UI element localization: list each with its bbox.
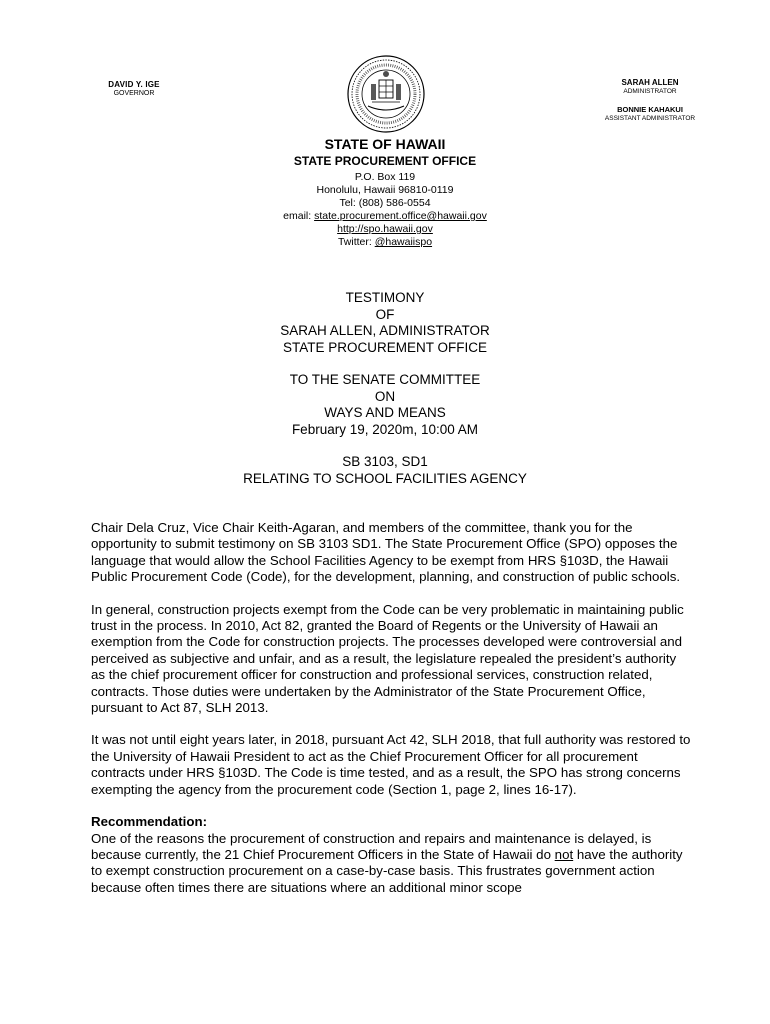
recommendation-heading: Recommendation:: [91, 814, 207, 830]
bill-number: SB 3103, SD1: [342, 454, 428, 469]
title-line-6: ON: [374, 388, 396, 404]
title-line-2: OF: [375, 306, 395, 322]
paragraph-1: Chair Dela Cruz, Vice Chair Keith-Agaran, and members of the committee, thank you for the opportunity to submit testimony on SB 3103 SD1. The State Procurement Office (SPO) opposes the language that would allow the School Facilities Agency to be exempt from HRS §103D, the Hawaii Public Procurement Code (Code), for the development, planning, and construction of public schools.: [91, 520, 681, 585]
assistant-name: BONNIE KAHAKUI: [617, 105, 683, 114]
title-line-1: TESTIMONY: [345, 290, 425, 305]
testimony-title: [0, 290, 770, 487]
office-name: STATE PROCUREMENT OFFICE: [293, 154, 477, 168]
email-prefix: email:: [283, 210, 315, 222]
title-line-4: STATE PROCUREMENT OFFICE: [282, 339, 487, 355]
email-line: [0, 210, 770, 223]
paragraph-4-part-b: have the authority to exempt construction procurement on a case-by-case basis. This frustrates government action because often times there are situations where an additional minor scope: [91, 846, 683, 895]
administrator-name: SARAH ALLEN: [621, 78, 679, 87]
state-seal-icon: [346, 54, 426, 134]
paragraph-4: [91, 831, 691, 897]
paragraph-2: In general, construction projects exempt from the Code can be very problematic in maintaining public trust in the process. In 2010, Act 82, granted the Board of Regents or the University of Hawaii an exemption from the Code for construction projects. The processes developed were controversial and perceived as subjective and unfair, and as a result, the legislature repealed the president’s authority as the chief procurement officer for construction and professional services, construction related, contracts. Those duties were undertaken by the Administrator of the State Procurement Office, pursuant to Act 87, SLH 2013.: [91, 601, 684, 716]
twitter-prefix: Twitter:: [337, 236, 375, 248]
city-line: Honolulu, Hawaii 96810-0119: [316, 184, 454, 196]
title-line-7: WAYS AND MEANS: [324, 405, 446, 420]
paragraph-4-part-a: One of the reasons the procurement of construction and repairs and maintenance is delayed, is because currently, the 21 Chief Procurement Officers in the State of Hawaii do: [91, 830, 652, 862]
governor-name: DAVID Y. IGE: [108, 80, 160, 89]
governor-title: GOVERNOR: [113, 90, 155, 97]
hearing-date: February 19, 2020m, 10:00 AM: [291, 421, 479, 437]
bill-title: RELATING TO SCHOOL FACILITIES AGENCY: [243, 470, 527, 486]
title-line-3: SARAH ALLEN, ADMINISTRATOR: [280, 323, 490, 338]
state-name: STATE OF HAWAII: [324, 136, 446, 152]
twitter-link[interactable]: @hawaiispo: [374, 236, 433, 248]
telephone: Tel: (808) 586-0554: [339, 197, 431, 209]
administrator-block: [594, 78, 706, 122]
paragraph-3: It was not until eight years later, in 2018, pursuant Act 42, SLH 2018, that full authority was restored to the University of Hawaii President to act as the Chief Procurement Officer for all procurement contracts under HRS §103D. The Code is time tested, and as a result, the SPO has strong concerns exempting the agency from the procurement code (Section 1, page 2, lines 16-17).: [91, 732, 691, 797]
po-box: P.O. Box 119: [354, 171, 416, 183]
twitter-line: [0, 236, 770, 249]
title-line-5: TO THE SENATE COMMITTEE: [289, 372, 481, 387]
emphasis-not: not: [554, 846, 574, 862]
testimony-body: [91, 520, 691, 896]
governor-block: [96, 80, 172, 97]
administrator-title: ADMINISTRATOR: [623, 88, 677, 95]
agency-letterhead: [0, 136, 770, 249]
website-link[interactable]: http://spo.hawaii.gov: [337, 223, 433, 235]
assistant-title: ASSISTANT ADMINISTRATOR: [604, 115, 696, 122]
email-link[interactable]: state.procurement.office@hawaii.gov: [314, 210, 487, 222]
